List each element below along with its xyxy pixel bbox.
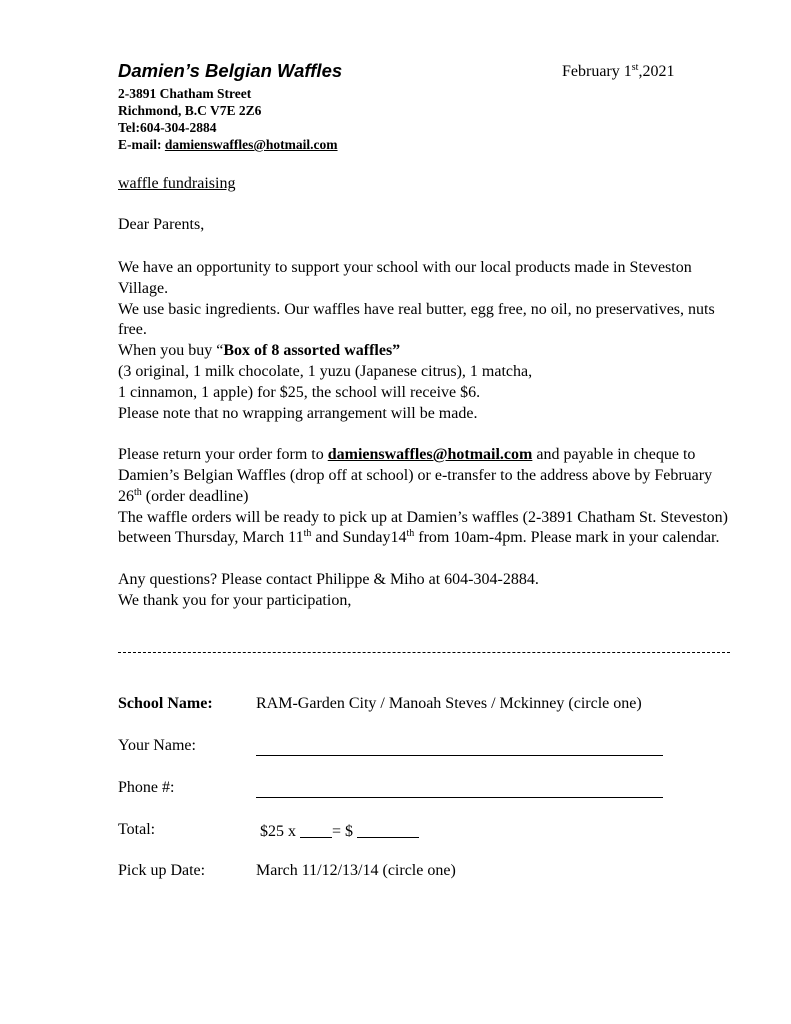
school-name-label: School Name: [118,695,213,712]
quantity-field[interactable] [300,821,332,838]
total-amount-field[interactable] [357,821,419,838]
paragraph-wrapping: Please note that no wrapping arrangement will be made. [118,404,478,422]
letter-body [118,258,738,612]
school-options[interactable]: RAM-Garden City / Manoah Steves / Mckinney (circle one) [256,695,642,712]
header-email-link[interactable]: damienswaffles@hotmail.com [164,137,338,152]
pickup-date-options[interactable]: March 11/12/13/14 (circle one) [256,862,456,879]
paragraph-thanks: We thank you for your participation, [118,591,352,609]
paragraph-pickup: The waffle orders will be ready to pick up at Damien’s waffles (2-3891 Chatham St. Steveston) between Thursday, March 11th and Sunday14th from 10am-4pm. Please mark in your calendar. [118,508,728,547]
email-line: E-mail: damienswaffles@hotmail.com [118,137,338,152]
total-label: Total: [118,821,156,838]
letter-date: February 1st,2021 [562,62,675,80]
total-calculation: $25 x = $ [260,821,419,841]
body-email-link[interactable]: damienswaffles@hotmail.com [327,446,533,464]
paragraph-questions: Any questions? Please contact Philippe & Miho at 604-304-2884. [118,570,539,588]
paragraph-return: Please return your order form to damienswaffles@hotmail.com and payable in cheque to Damien’s Belgian Waffles (drop off at school) or e-transfer to the address above by February 26th (order deadline) [118,446,713,505]
telephone: Tel:604-304-2884 [118,120,217,135]
your-name-field[interactable] [256,737,663,756]
paragraph-contents: (3 original, 1 milk chocolate, 1 yuzu (Japanese citrus), 1 matcha, [118,362,533,380]
paragraph-intro: We have an opportunity to support your school with our local products made in Steveston Village. [118,259,692,297]
your-name-label: Your Name: [118,737,196,754]
address-line-2: Richmond, B.C V7E 2Z6 [118,103,262,118]
paragraph-ingredients: We use basic ingredients. Our waffles have real butter, egg free, no oil, no preservatives, nuts free. [118,300,715,339]
cut-line-divider [118,652,730,653]
paragraph-offer: When you buy “Box of 8 assorted waffles” [118,342,401,360]
paragraph-price: 1 cinnamon, 1 apple) for $25, the school will receive $6. [118,383,481,401]
phone-field[interactable] [256,779,663,798]
address-line-1: 2-3891 Chatham Street [118,86,252,101]
subject-line: waffle fundraising [118,175,236,192]
greeting: Dear Parents, [118,216,205,233]
phone-label: Phone #: [118,779,175,796]
pickup-date-label: Pick up Date: [118,862,206,879]
company-name: Damien’s Belgian Waffles [118,60,343,81]
